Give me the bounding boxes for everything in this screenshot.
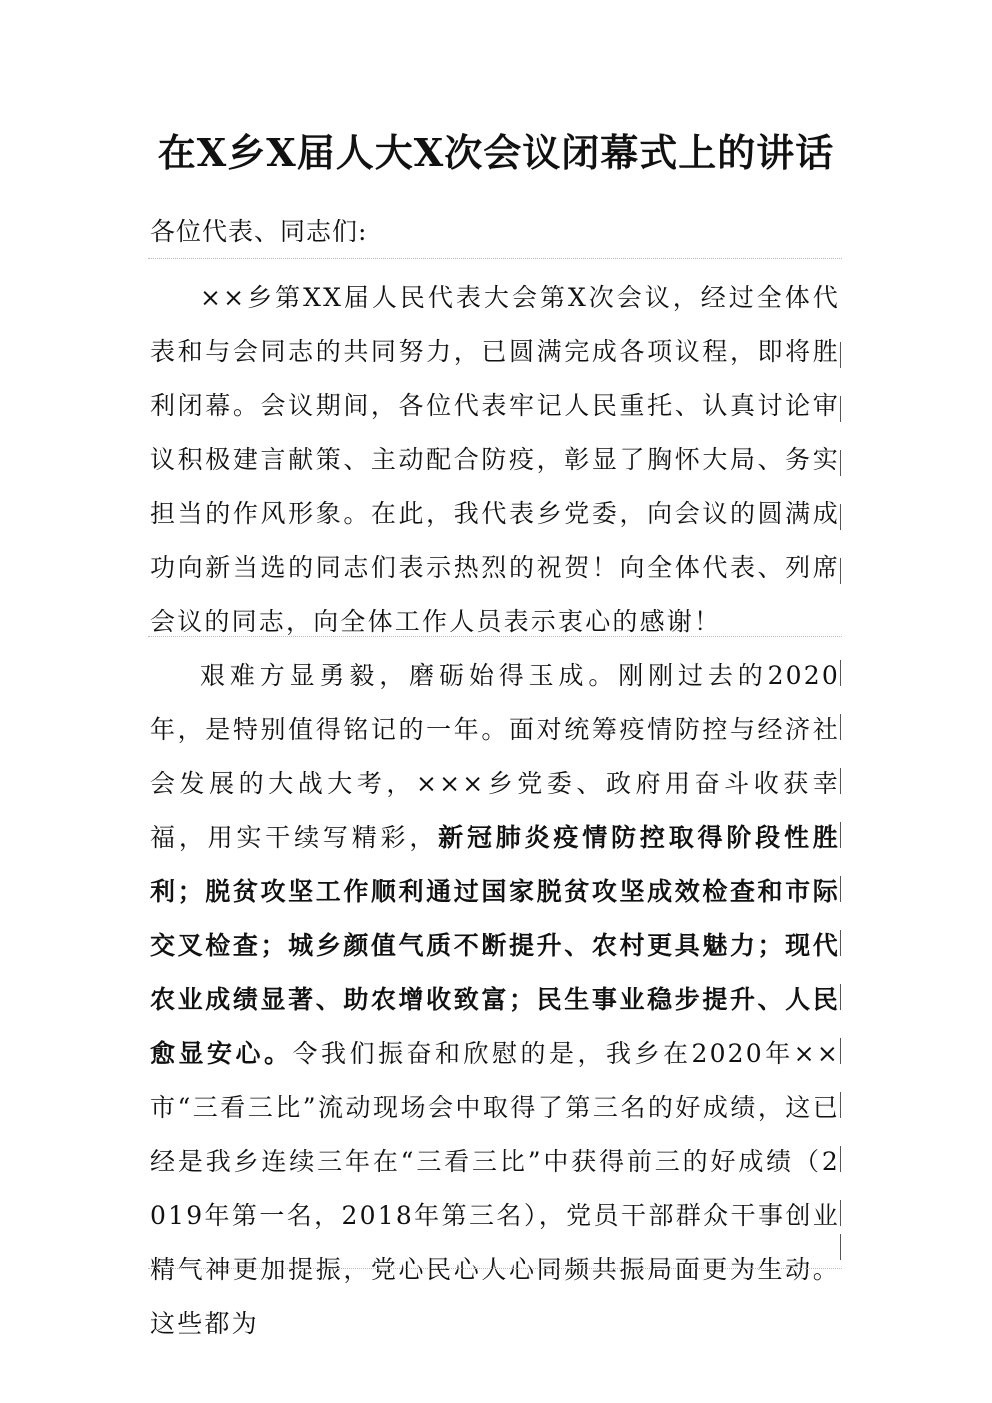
margin-mark <box>840 714 841 740</box>
margin-mark <box>840 930 841 956</box>
margin-mark <box>840 876 841 902</box>
margin-mark <box>840 342 841 368</box>
margin-mark <box>840 1038 841 1064</box>
paragraph-2 <box>150 649 840 1351</box>
salutation: 各位代表、同志们: <box>150 217 368 246</box>
margin-mark <box>840 396 841 422</box>
paragraph-2-text-b: 令我们振奋和欣慰的是，我乡在2020年××市“三看三比”流动现场会中取得了第三名的好成绩，这已经是我乡连续三年在“三看三比”中获得前三的好成绩（2019年第一名，2018年第三名），党员干部群众干事创业精气神更加提振，党心民心人心同频共振局面更为生动。这些都为 <box>150 1039 840 1338</box>
margin-mark <box>840 450 841 476</box>
margin-mark <box>840 660 841 686</box>
margin-mark <box>840 558 841 584</box>
margin-mark <box>840 1234 841 1260</box>
margin-mark <box>840 1092 841 1118</box>
paragraph-1 <box>150 271 840 649</box>
document-title: 在X乡X届人大X次会议闭幕式上的讲话 <box>157 130 835 175</box>
margin-mark <box>840 822 841 848</box>
divider-middle <box>148 636 842 637</box>
margin-mark <box>840 768 841 794</box>
margin-mark <box>840 984 841 1010</box>
paragraph-1-text: ××乡第XX届人民代表大会第X次会议，经过全体代表和与会同志的共同努力，已圆满完成各项议程，即将胜利闭幕。会议期间，各位代表牢记人民重托、认真讨论审议积极建言献策、主动配合防疫，彰显了胸怀大局、务实担当的作风形象。在此，我代表乡党委，向会议的圆满成功向新当选的同志们表示热烈的祝贺！向全体代表、列席会议的同志，向全体工作人员表示衷心的感谢！ <box>150 283 840 636</box>
margin-mark <box>840 1146 841 1172</box>
divider-top <box>148 258 842 259</box>
paragraph-2-text-bold: 新冠肺炎疫情防控取得阶段性胜利；脱贫攻坚工作顺利通过国家脱贫攻坚成效检查和市际交叉检查；城乡颜值气质不断提升、农村更具魅力；现代农业成绩显著、助农增收致富；民生事业稳步提升、人民愈显安心。 <box>150 823 840 1068</box>
margin-mark <box>840 504 841 530</box>
paragraph-2-text-a: 艰难方显勇毅，磨砺始得玉成。刚刚过去的2020年，是特别值得铭记的一年。面对统筹疫情防控与经济社会发展的大战大考，×××乡党委、政府用奋斗收获幸福，用实干续写精彩， <box>150 661 840 852</box>
margin-mark <box>840 1200 841 1226</box>
divider-bottom <box>148 1268 842 1269</box>
